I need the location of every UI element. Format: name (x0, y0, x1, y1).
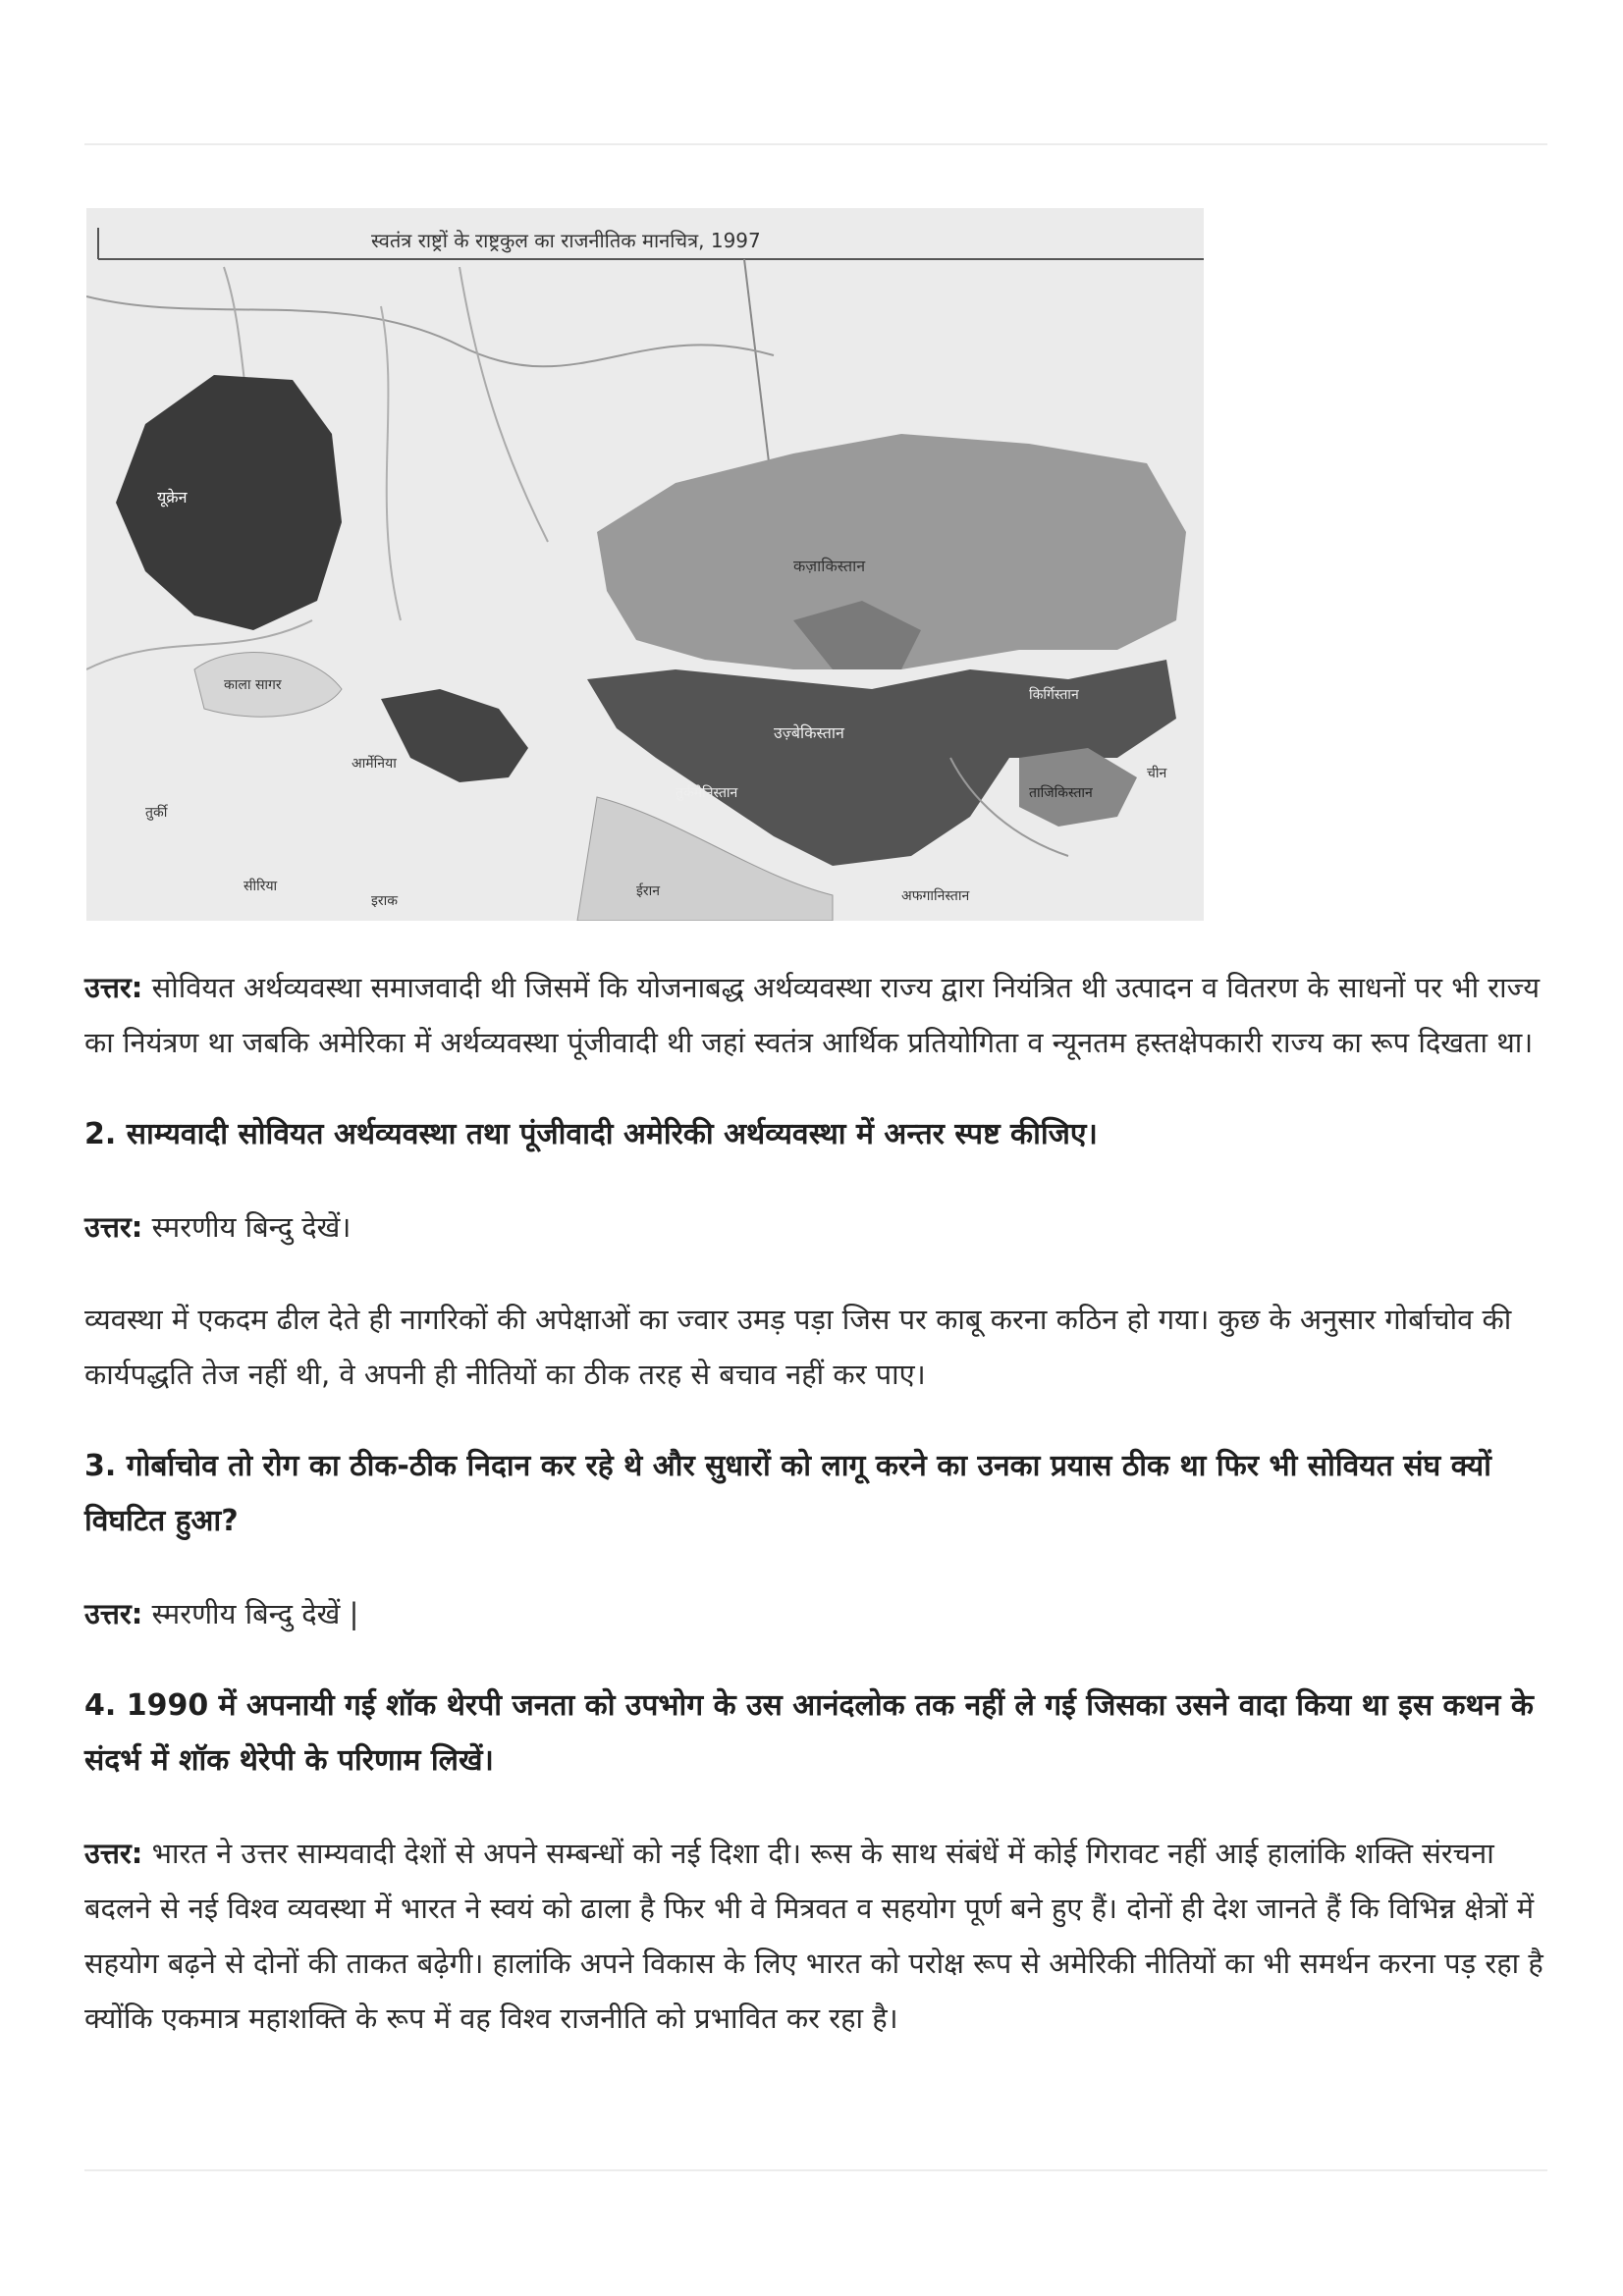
document-body (84, 960, 1547, 2083)
extra-paragraph: व्यवस्था में एकदम ढील देते ही नागरिकों की अपेक्षाओं का ज्वार उमड़ पड़ा जिस पर काबू करना कठिन हो गया। कुछ के अनुसार गोर्बाचोव की कार्यपद्धति तेज नहीं थी, वे अपनी ही नीतियों का ठीक तरह से बचाव नहीं कर पाए। (84, 1303, 1512, 1391)
map-label-uzbekistan: उज़्बेकिस्तान (774, 723, 844, 742)
map-label-kyrgyzstan: किर्गिस्तान (1029, 687, 1079, 703)
question-2: 2. साम्यवादी सोवियत अर्थव्यवस्था तथा पूंजीवादी अमेरिकी अर्थव्यवस्था में अन्तर स्पष्ट कीजिए। (84, 1117, 1098, 1151)
answer-2-text: स्मरणीय बिन्दु देखें। (151, 1210, 352, 1244)
map-label-turkey: तुर्की (145, 805, 168, 821)
answer-3 (84, 1586, 1547, 1641)
map-label-ukraine: यूक्रेन (157, 488, 188, 507)
question-4: 4. 1990 में अपनायी गई शॉक थेरपी जनता को उपभोग के उस आनंदलोक तक नहीं ले गई जिसका उसने वादा किया था इस कथन के संदर्भ में शॉक थेरेपी के परिणाम लिखें। (84, 1688, 1534, 1778)
answer-label: उत्तर: (84, 1210, 143, 1244)
question-3: 3. गोर्बाचोव तो रोग का ठीक-ठीक निदान कर रहे थे और सुधारों को लागू करने का उनका प्रयास ठीक था फिर भी सोवियत संघ क्यों विघटित हुआ? (84, 1449, 1491, 1538)
bottom-divider (84, 2169, 1547, 2171)
top-divider (84, 143, 1547, 145)
answer-label: उत्तर: (84, 1837, 143, 1870)
map-label-armenia: आर्मेनिया (352, 756, 397, 772)
map-label-iraq: इराक (371, 893, 398, 909)
map-label-turkmenistan: तुर्कमेनिस्तान (676, 785, 738, 801)
answer-1 (84, 960, 1547, 1070)
map-title: स्वतंत्र राष्ट्रों के राष्ट्रकुल का राजनीतिक मानचित्र, 1997 (371, 229, 761, 252)
answer-2 (84, 1200, 1547, 1255)
answer-4-text: भारत ने उत्तर साम्यवादी देशों से अपने सम्बन्धों को नई दिशा दी। रूस के साथ संबंधें में कोई गिरावट नहीं आई हालांकि शक्ति संरचना बदलने से नई विश्व व्यवस्था में भारत ने स्वयं को ढाला है फिर भी वे मित्रवत व सहयोग पूर्ण बने हुए हैं। दोनों ही देश जानते हैं कि विभिन्न क्षेत्रों में सहयोग बढ़ने से दोनों की ताकत बढ़ेगी। हालांकि अपने विकास के लिए भारत को परोक्ष रूप से अमेरिकी नीतियों का भी समर्थन करना पड़ रहा है क्योंकि एकमात्र महाशक्ति के रूप में वह विश्व राजनीति को प्रभावित कर रहा है। (84, 1837, 1543, 2035)
answer-label: उत्तर: (84, 1597, 143, 1630)
map-label-iran: ईरान (636, 883, 660, 899)
map-label-kazakhstan: कज़ाकिस्तान (793, 557, 866, 575)
map-label-afghanistan: अफगानिस्तान (901, 888, 970, 904)
answer-3-text: स्मरणीय बिन्दु देखें | (151, 1597, 359, 1630)
answer-4 (84, 1826, 1547, 2046)
cis-political-map (86, 208, 1204, 921)
answer-label: उत्तर: (84, 971, 143, 1004)
answer-1-text: सोवियत अर्थव्यवस्था समाजवादी थी जिसमें कि योजनाबद्ध अर्थव्यवस्था राज्य द्वारा नियंत्रित थी उत्पादन व वितरण के साधनों पर भी राज्य का नियंत्रण था जबकि अमेरिका में अर्थव्यवस्था पूंजीवादी थी जहां स्वतंत्र आर्थिक प्रतियोगिता व न्यूनतम हस्तक्षेपकारी राज्य का रूप दिखता था। (84, 971, 1541, 1059)
map-label-tajikistan: ताजिकिस्तान (1029, 785, 1093, 801)
map-label-syria: सीरिया (243, 879, 278, 894)
map-label-black-sea: काला सागर (224, 677, 282, 693)
map-label-china: चीन (1147, 766, 1167, 781)
